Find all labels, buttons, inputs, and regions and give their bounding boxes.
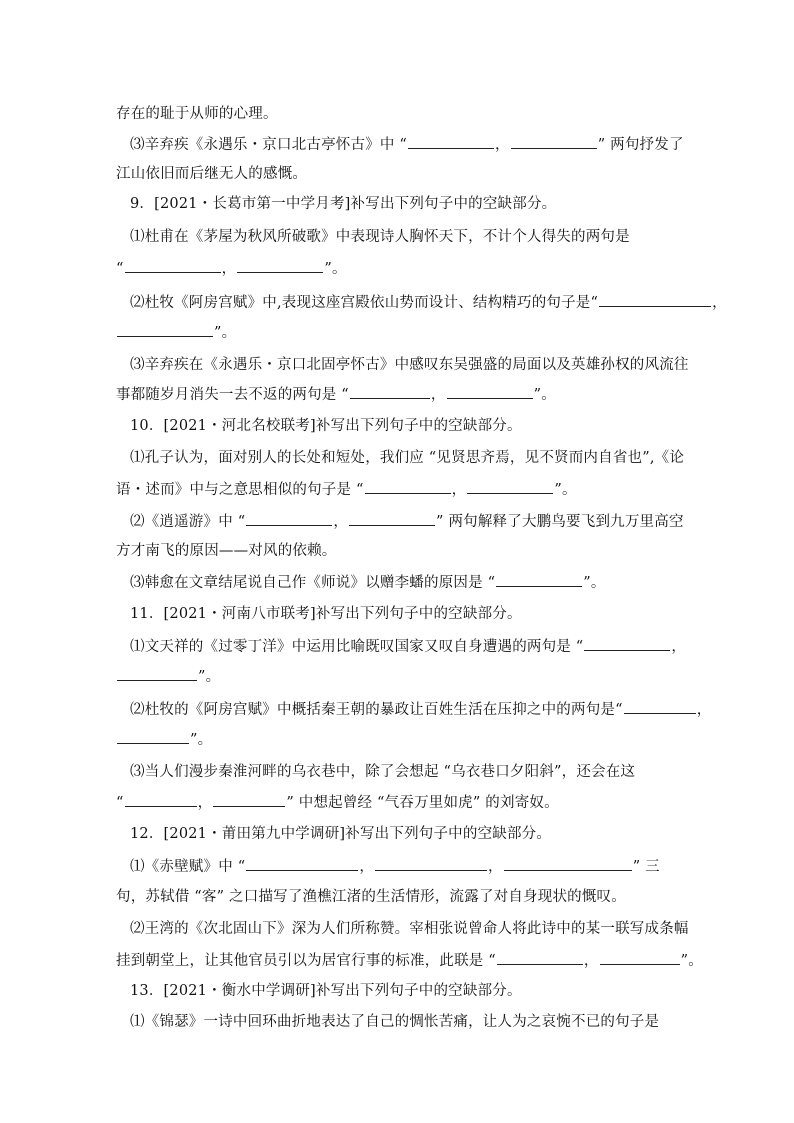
question-10-2: ⑵《逍遥游》中 “ ， ” 两句解释了大鹏鸟要飞到九万里高空 bbox=[130, 514, 684, 530]
text-line: “ ， ”。 bbox=[116, 261, 347, 277]
answer-blank[interactable] bbox=[497, 951, 583, 965]
answer-blank[interactable] bbox=[246, 512, 332, 526]
answer-blank[interactable] bbox=[349, 512, 435, 526]
answer-blank[interactable] bbox=[117, 730, 189, 744]
question-9-1: ⑴杜甫在《茅屋为秋风所破歌》中表现诗人胸怀天下，不计个人得失的两句是 bbox=[130, 229, 630, 245]
answer-blank[interactable] bbox=[584, 637, 670, 651]
question-8-3: ⑶辛弃疾《永遇乐・京口北古亭怀古》中 “ ， ” 两句抒发了 bbox=[130, 137, 684, 153]
answer-blank[interactable] bbox=[600, 951, 680, 965]
question-10-1: ⑴孔子认为，面对别人的长处和短处，我们应 “见贤思齐焉，见不贤而内自省也”,《论 bbox=[130, 450, 685, 466]
question-10-heading: 10．[2021・河北名校联考]补写出下列句子中的空缺部分。 bbox=[130, 418, 522, 434]
question-12-2: ⑵王湾的《次北固山下》深为人们所称赞。宰相张说曾命人将此诗中的某一联写成条幅 bbox=[130, 921, 689, 937]
text-line: 事都随岁月消失一去不返的两句是 “ ， ”。 bbox=[116, 387, 556, 403]
text-line: ”。 bbox=[116, 730, 212, 749]
answer-blank[interactable] bbox=[511, 135, 597, 149]
text-line: 挂到朝堂上，让其他官员引以为居官行事的标准，此联是 “ ， ”。 bbox=[116, 953, 703, 969]
question-9-heading: 9．[2021・长葛市第一中学月考]补写出下列句子中的空缺部分。 bbox=[130, 196, 557, 212]
question-13-heading: 13．[2021・衡水中学调研]补写出下列句子中的空缺部分。 bbox=[130, 983, 522, 999]
answer-blank[interactable] bbox=[125, 793, 197, 807]
text-line: 方才南飞的原因——对风的依赖。 bbox=[116, 543, 337, 559]
question-12-heading: 12．[2021・莆田第九中学调研]补写出下列句子中的空缺部分。 bbox=[130, 826, 552, 842]
answer-blank[interactable] bbox=[504, 857, 632, 871]
answer-blank[interactable] bbox=[365, 480, 451, 494]
answer-blank[interactable] bbox=[213, 793, 285, 807]
answer-blank[interactable] bbox=[408, 135, 494, 149]
answer-blank[interactable] bbox=[117, 323, 213, 337]
answer-blank[interactable] bbox=[624, 700, 696, 714]
text-line: “ ， ” 中想起曾经 “气吞万里如虎” 的刘寄奴。 bbox=[116, 795, 559, 811]
answer-blank[interactable] bbox=[125, 259, 221, 273]
text-line: 江山依旧而后继无人的感慨。 bbox=[116, 166, 308, 182]
text-line: ”。 bbox=[116, 667, 220, 686]
answer-blank[interactable] bbox=[237, 259, 323, 273]
question-9-2: ⑵杜牧《阿房宫赋》中,表现这座宫殿依山势而设计、结构精巧的句子是“ ， bbox=[130, 295, 727, 311]
answer-blank[interactable] bbox=[496, 573, 582, 587]
text-line: 存在的耻于从师的心理。 bbox=[116, 106, 278, 122]
answer-blank[interactable] bbox=[246, 857, 358, 871]
answer-blank[interactable] bbox=[375, 857, 487, 871]
answer-blank[interactable] bbox=[117, 667, 197, 681]
question-11-1: ⑴文天祥的《过零丁洋》中运用比喻既叹国家又叹自身遭遇的两句是 “ ， bbox=[130, 639, 687, 655]
text-line: 语・述而》中与之意思相似的句子是 “ ， ”。 bbox=[116, 482, 577, 498]
answer-blank[interactable] bbox=[350, 385, 430, 399]
question-10-3: ⑶韩愈在文章结尾说自己作《师说》以赠李蟠的原因是 “ ”。 bbox=[130, 575, 606, 591]
question-11-3: ⑶当人们漫步秦淮河畔的乌衣巷中，除了会想起 “乌衣巷口夕阳斜”，还会在这 bbox=[130, 764, 636, 780]
text-line: ”。 bbox=[116, 323, 236, 342]
question-11-2: ⑵杜牧的《阿房宫赋》中概括秦王朝的暴政让百姓生活在压抑之中的两句是“ ， bbox=[130, 702, 712, 718]
answer-blank[interactable] bbox=[447, 385, 533, 399]
answer-blank[interactable] bbox=[467, 480, 553, 494]
question-13-1: ⑴《锦瑟》一诗中回环曲折地表达了自己的惆怅苦痛，让人为之哀惋不已的句子是 bbox=[130, 1014, 660, 1030]
question-9-3: ⑶辛弃疾在《永遇乐・京口北固亭怀古》中感叹东吴强盛的局面以及英雄孙权的风流往 bbox=[130, 357, 689, 373]
text-line: 句，苏轼借 “客” 之口描写了渔樵江渚的生活情形，流露了对自身现状的慨叹。 bbox=[116, 889, 626, 905]
question-12-1: ⑴《赤壁赋》中 “ ， ， ” 三 bbox=[130, 859, 660, 875]
question-11-heading: 11．[2021・河南八市联考]补写出下列句子中的空缺部分。 bbox=[130, 606, 522, 622]
answer-blank[interactable] bbox=[599, 293, 711, 307]
